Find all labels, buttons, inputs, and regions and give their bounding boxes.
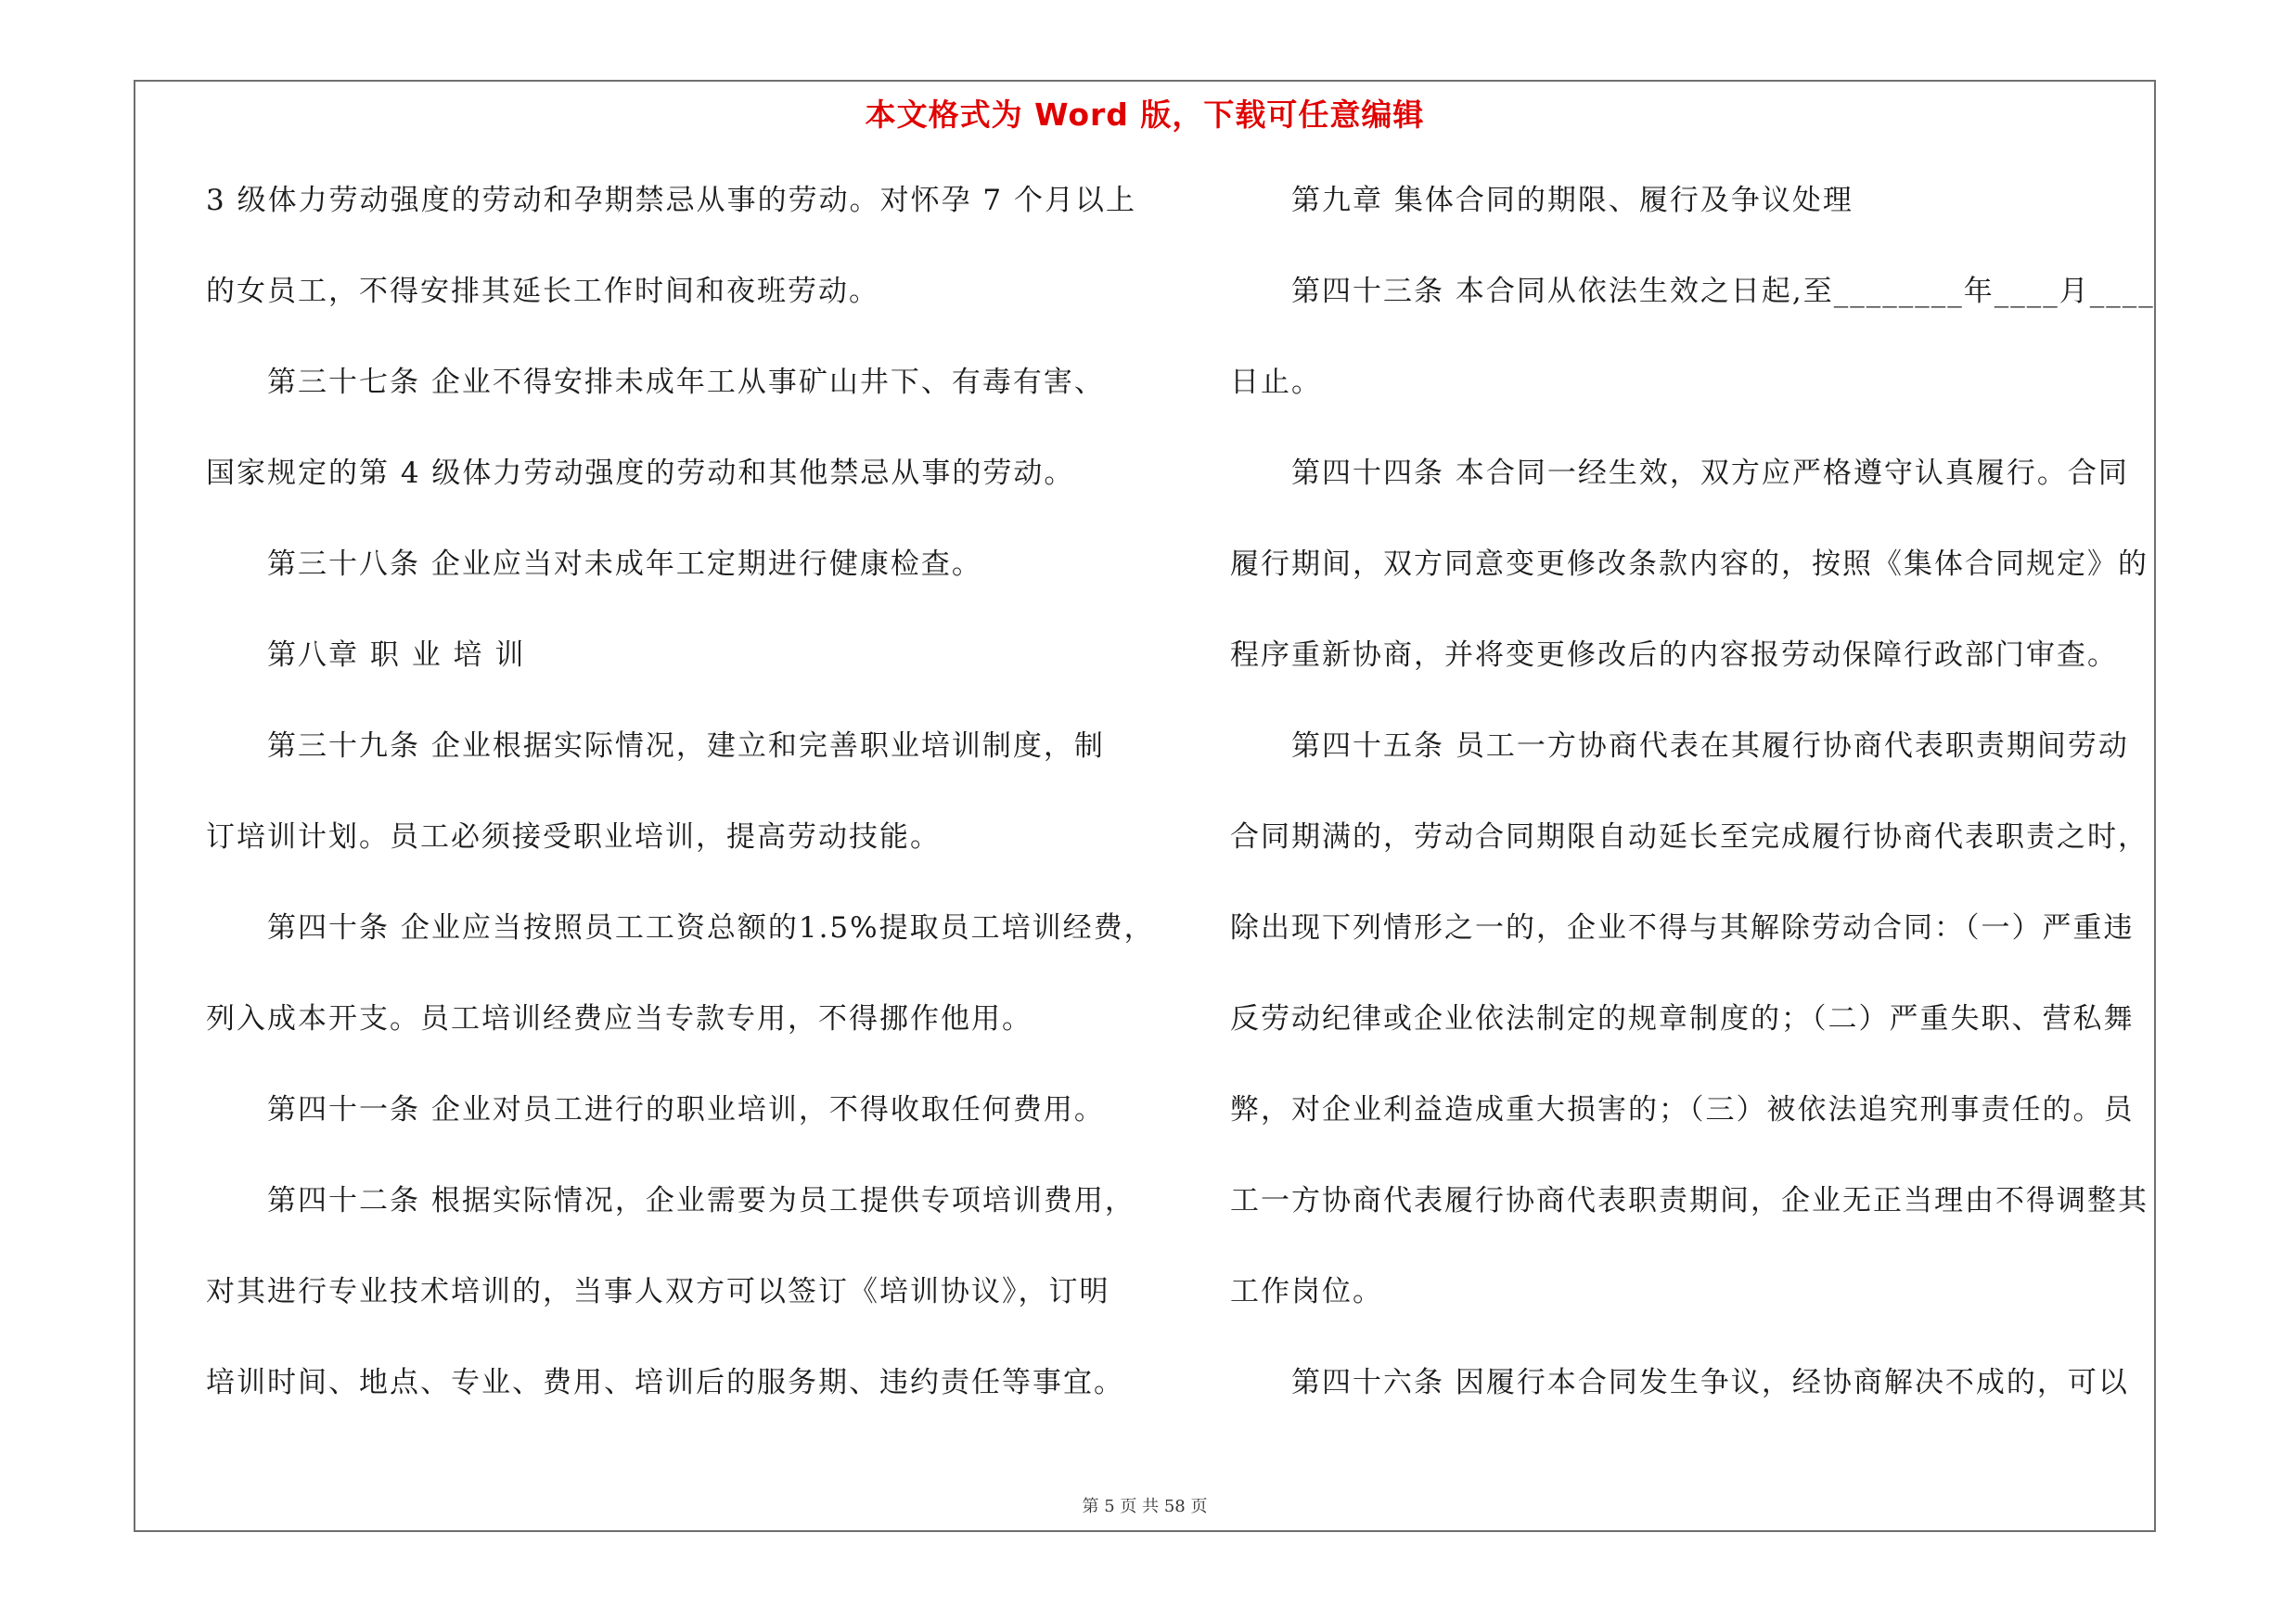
format-banner: 本文格式为 Word 版，下载可任意编辑	[865, 97, 1425, 133]
text-line: 订培训计划。员工必须接受职业培训，提高劳动技能。	[206, 820, 941, 854]
text-line: 第四十四条 本合同一经生效，双方应严格遵守认真履行。合同	[1291, 457, 2129, 490]
text-line: 除出现下列情形之一的，企业不得与其解除劳动合同：（一）严重违	[1230, 911, 2135, 945]
text-line: 的女员工，不得安排其延长工作时间和夜班劳动。	[206, 275, 879, 308]
text-line: 工一方协商代表履行协商代表职责期间，企业无正当理由不得调整其	[1230, 1184, 2148, 1217]
text-line: 第四十一条 企业对员工进行的职业培训，不得收取任何费用。	[267, 1093, 1105, 1127]
text-line: 国家规定的第 4 级体力劳动强度的劳动和其他禁忌从事的劳动。	[206, 457, 1075, 490]
text-line: 程序重新协商，并将变更修改后的内容报劳动保障行政部门审查。	[1230, 638, 2118, 672]
text-line: 第三十七条 企业不得安排未成年工从事矿山井下、有毒有害、	[267, 366, 1105, 399]
text-line: 列入成本开支。员工培训经费应当专款专用，不得挪作他用。	[206, 1002, 1033, 1036]
text-line: 第四十条 企业应当按照员工工资总额的1.5%提取员工培训经费，	[267, 911, 1155, 945]
text-line: 弊，对企业利益造成重大损害的；（三）被依法追究刑事责任的。员	[1230, 1093, 2135, 1127]
text-line: 第三十八条 企业应当对未成年工定期进行健康检查。	[267, 547, 982, 581]
text-line: 合同期满的，劳动合同期限自动延长至完成履行协商代表职责之时，	[1230, 820, 2148, 854]
text-line: 第四十六条 因履行本合同发生争议，经协商解决不成的，可以	[1291, 1366, 2129, 1399]
page-footer: 第 5 页 共 58 页	[1082, 1497, 1208, 1516]
text-line: 第四十五条 员工一方协商代表在其履行协商代表职责期间劳动	[1291, 729, 2129, 763]
document-page	[134, 80, 2156, 1532]
left-column	[206, 182, 1155, 1455]
text-line: 工作岗位。	[1230, 1275, 1383, 1308]
right-column	[1230, 182, 2162, 1455]
text-line: 履行期间，双方同意变更修改条款内容的，按照《集体合同规定》的	[1230, 547, 2148, 581]
text-line: 第四十二条 根据实际情况，企业需要为员工提供专项培训费用，	[267, 1184, 1135, 1217]
text-line: 第三十九条 企业根据实际情况，建立和完善职业培训制度，制	[267, 729, 1105, 763]
text-line: 日止。	[1230, 366, 1322, 399]
text-line: 第四十三条 本合同从依法生效之日起,至________年____月____	[1291, 275, 2155, 308]
text-line: 反劳动纪律或企业依法制定的规章制度的；（二）严重失职、营私舞	[1230, 1002, 2135, 1036]
text-line: 对其进行专业技术培训的，当事人双方可以签订《培训协议》，订明	[206, 1275, 1110, 1308]
text-line: 培训时间、地点、专业、费用、培训后的服务期、违约责任等事宜。	[206, 1366, 1124, 1399]
text-line: 第九章 集体合同的期限、履行及争议处理	[1291, 184, 1853, 217]
text-line: 第八章 职 业 培 训	[267, 638, 526, 672]
text-line: 3 级体力劳动强度的劳动和孕期禁忌从事的劳动。对怀孕 7 个月以上	[206, 184, 1137, 217]
